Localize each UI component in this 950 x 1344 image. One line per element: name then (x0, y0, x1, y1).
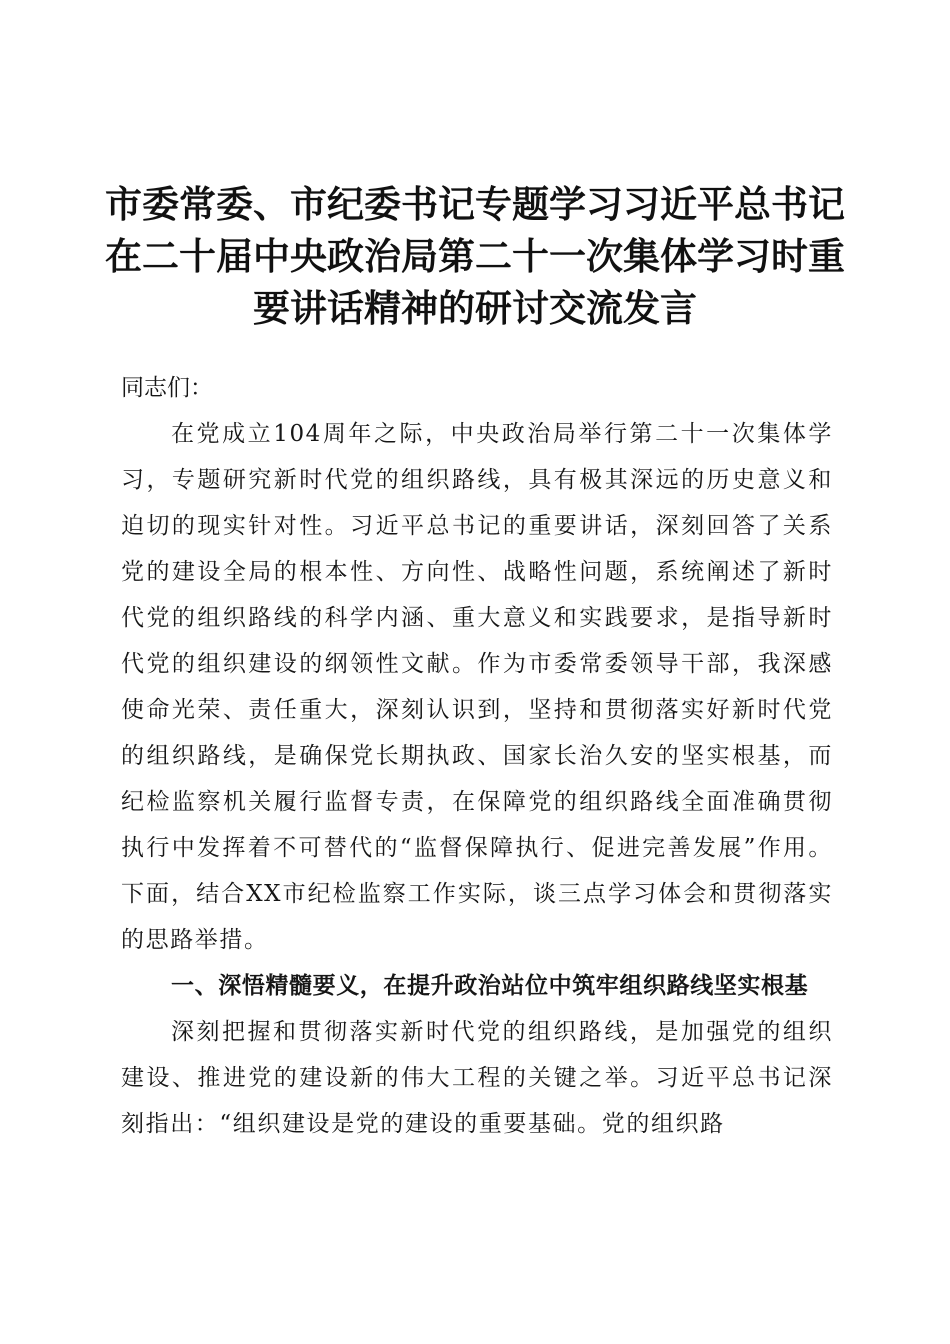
salutation: 同志们： (121, 375, 213, 401)
section-heading-1: 一、深悟精髓要义，在提升政治站位中筑牢组织路线坚实根基 (171, 973, 809, 999)
title-line-3: 要讲话精神的研讨交流发言 (253, 286, 697, 330)
paragraph-section-1: 深刻把握和贯彻落实新时代党的组织路线，是加强党的组织建设、推进党的建设新的伟大工程的关键之举。习近平总书记深刻指出：“组织建设是党的建设的重要基础。党的组织路 (121, 1019, 833, 1137)
title-line-1: 市委常委、市纪委书记专题学习习近平总书记 (105, 182, 845, 226)
paragraph-intro: 在党成立104周年之际，中央政治局举行第二十一次集体学习，专题研究新时代党的组织路线，具有极其深远的历史意义和迫切的现实针对性。习近平总书记的重要讲话，深刻回答了关系党的建设全局的根本性、方向性、战略性问题，系统阐述了新时代党的组织路线的科学内涵、重大意义和实践要求，是指导新时代党的组织建设的纲领性文献。作为市委常委领导干部，我深感使命光荣、责任重大，深刻认识到，坚持和贯彻落实好新时代党的组织路线，是确保党长期执政、国家长治久安的坚实根基，而纪检监察机关履行监督专责，在保障党的组织路线全面准确贯彻执行中发挥着不可替代的“监督保障执行、促进完善发展”作用。下面，结合XX市纪检监察工作实际，谈三点学习体会和贯彻落实的思路举措。 (121, 421, 833, 953)
title-line-2: 在二十届中央政治局第二十一次集体学习时重 (105, 234, 845, 278)
document-body (121, 365, 833, 1147)
document-title (100, 178, 850, 334)
